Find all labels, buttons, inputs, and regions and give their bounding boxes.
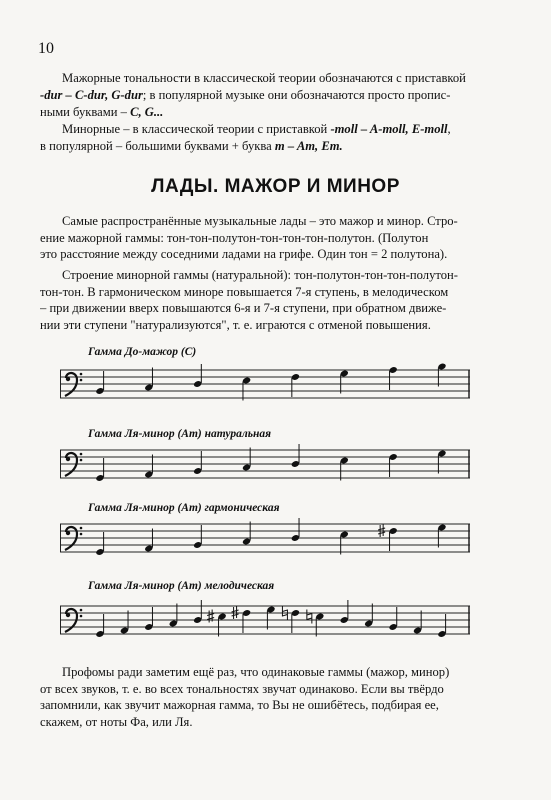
major-suffix-example: -dur – C-dur, G-dur (40, 88, 143, 102)
paragraph-line: от всех звуков, т. е. во всех тональностях звучат одинаково. Если вы твёрдо (40, 681, 444, 696)
paragraph-minor (40, 267, 508, 333)
minor-suffix-example: -moll – A-moll, E-moll (330, 122, 448, 136)
paragraph-line: тон-тон. В гармоническом миноре повышается 7-я ступень, в мелодическом (40, 284, 449, 299)
natural-icon (307, 610, 312, 624)
bass-clef-dot-icon (80, 459, 83, 462)
paragraph-line: ение мажорной гаммы: тон-тон-полутон-тон-тон-тон-полутон. (Полутон (40, 230, 429, 245)
notation-line (40, 104, 508, 121)
scale-caption: Гамма Ля-минор (Am) натуральная (88, 428, 272, 440)
bass-clef-dot-icon (66, 613, 70, 617)
notation-text: в популярной – большими буквами + буква (40, 139, 275, 153)
paragraph-major (40, 213, 508, 263)
sharp-icon (207, 610, 214, 623)
bass-clef-icon (65, 609, 77, 632)
paragraph-line: нии эти ступени "натурализуются", т. е. играются с отменой повышения. (40, 317, 431, 332)
bass-clef-dot-icon (80, 609, 83, 612)
paragraph-line: запомнили, как звучит мажорная гамма, то Вы не ошибётесь, подбирая ее, (40, 698, 439, 712)
bass-clef-icon (65, 453, 77, 476)
paragraph-line: Профомы ради заметим ещё раз, что одинаковые гаммы (мажор, минор) (62, 665, 450, 679)
paragraph-line: Строение минорной гаммы (натуральной): тон-полутон-тон-тон-полутон- (62, 268, 458, 282)
notation-line (40, 138, 508, 155)
notation-text: ; в популярной музыке они обозначаются просто пропис- (142, 88, 451, 102)
page-number: 10 (38, 40, 54, 57)
scale-staff (60, 596, 470, 646)
scale-caption: Гамма Ля-минор (Am) гармоническая (88, 502, 280, 514)
scale-staff (60, 514, 470, 564)
bass-clef-dot-icon (80, 615, 83, 618)
bass-clef-dot-icon (80, 373, 83, 376)
section-heading: ЛАДЫ. МАЖОР И МИНОР (151, 176, 400, 197)
scale-caption: Гамма Ля-минор (Am) мелодическая (88, 580, 275, 592)
paragraph-line: – при движении вверх повышаются 6-я и 7-я ступени, при обратном движе- (40, 301, 447, 315)
paragraph-line: скажем, от ноты Фа, или Ля. (40, 714, 193, 729)
bass-clef-dot-icon (66, 377, 70, 381)
bass-clef-dot-icon (66, 457, 70, 461)
bass-clef-dot-icon (66, 531, 70, 535)
notation-text: ными буквами – (40, 105, 127, 119)
notation-paragraph (40, 70, 530, 87)
paragraph-conclusion (40, 664, 508, 730)
notation-text: Минорные – в классической теории с приставкой (62, 122, 331, 136)
notation-line (40, 87, 508, 104)
paragraph-line: Самые распространённые музыкальные лады – это мажор и минор. Стро- (62, 214, 458, 228)
paragraph-line: это расстояние между соседними ладами на грифе. Один тон = 2 полутона). (40, 247, 448, 261)
notation-line (40, 121, 530, 138)
scale-staff (60, 360, 470, 410)
bass-clef-icon (65, 527, 77, 550)
bass-clef-dot-icon (80, 527, 83, 530)
bass-clef-dot-icon (80, 533, 83, 536)
scale-staff (60, 440, 470, 490)
bass-clef-dot-icon (80, 453, 83, 456)
bass-clef-icon (65, 373, 77, 396)
bass-clef-dot-icon (80, 379, 83, 382)
scale-caption: Гамма До-мажор (С) (88, 346, 197, 358)
notation-text: , (447, 122, 451, 136)
sharp-icon (232, 606, 239, 619)
major-letters-example: C, G... (126, 105, 164, 119)
notation-line: Мажорные тональности в классической теории обозначаются с приставкой (62, 71, 466, 85)
sharp-icon (378, 524, 385, 537)
minor-letters-example: m – Am, Em. (274, 139, 343, 153)
